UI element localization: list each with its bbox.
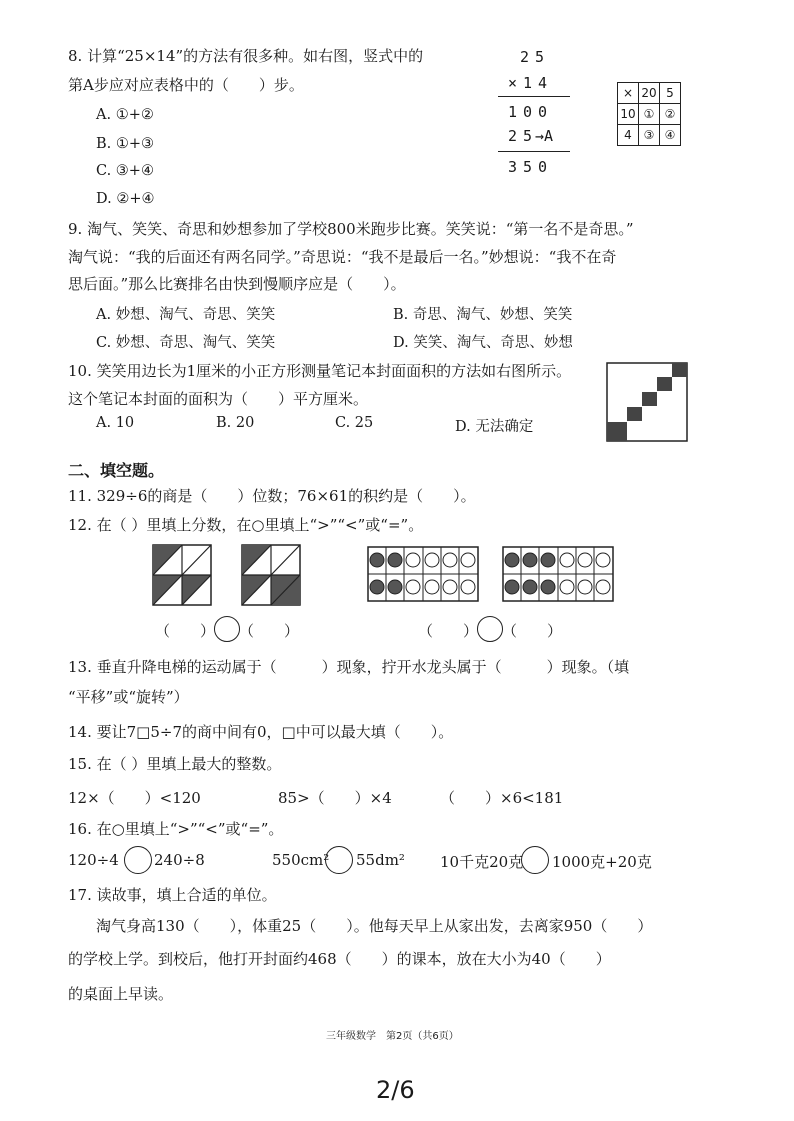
q16-a-right: 240÷8 [154, 851, 205, 869]
vertical-step-a-label: →A [535, 127, 554, 145]
q12-triangle-grid-2 [241, 544, 301, 606]
q12-blank-4[interactable]: （ ） [502, 622, 563, 640]
q15-expression-1: 12×（ ）<120 [68, 789, 201, 807]
table-cell: ④ [660, 125, 681, 146]
q12-blank-1[interactable]: （ ） [155, 622, 216, 640]
q9-option-a: A. 妙想、淘气、奇思、笑笑 [96, 307, 276, 323]
q10-staircase-figure [606, 362, 688, 442]
vertical-line-2 [498, 151, 570, 152]
q16-c-left: 10千克20克 [440, 853, 524, 871]
q16-b-right: 55dm² [356, 851, 405, 869]
vertical-row-partial-2: 25 [508, 127, 539, 145]
page-number: 2/6 [376, 1076, 415, 1104]
q12-blank-3[interactable]: （ ） [418, 622, 479, 640]
q12-circle-grid-1 [367, 546, 479, 602]
q16-b-left: 550cm² [272, 851, 330, 869]
table-cell: 10 [618, 104, 639, 125]
q8-multiplication-table [617, 82, 681, 146]
q10-option-b: B. 20 [216, 415, 255, 431]
q13-line1: 13. 垂直升降电梯的运动属于（ ）现象，拧开水龙头属于（ ）现象。（填 [68, 658, 630, 676]
q12-compare-circle-1[interactable] [214, 616, 240, 642]
q17-line3: 的桌面上早读。 [68, 985, 174, 1003]
table-cell: 4 [618, 125, 639, 146]
q16-c-right: 1000克+20克 [552, 853, 652, 871]
section-title: 二、填空题。 [68, 461, 165, 480]
q8-option-b: B. ①+③ [96, 136, 155, 152]
table-cell: 5 [660, 83, 681, 104]
q10-option-a: A. 10 [96, 415, 135, 431]
vertical-row-product: 350 [508, 158, 554, 176]
q12-blank-2[interactable]: （ ） [239, 622, 300, 640]
q17-title: 17. 读故事，填上合适的单位。 [68, 886, 277, 904]
table-cell: 20 [639, 83, 660, 104]
q8-line1: 8. 计算“25×14”的方法有很多种。如右图，竖式中的 [68, 47, 424, 65]
table-cell: ② [660, 104, 681, 125]
q12-text: 12. 在（ ）里填上分数，在○里填上“>”“<”或“=”。 [68, 516, 424, 534]
vertical-row-multiplier: ×14 [508, 74, 554, 92]
q8-option-d: D. ②+④ [96, 191, 155, 207]
q14-text: 14. 要让7□5÷7的商中间有0，□中可以最大填（ ）。 [68, 723, 454, 741]
q17-line1: 淘气身高130（ ），体重25（ ）。他每天早上从家出发，去离家950（ ） [96, 917, 653, 935]
q10-option-d: D. 无法确定 [455, 419, 534, 435]
q9-line1: 9. 淘气、笑笑、奇思和妙想参加了学校800米跑步比赛。笑笑说：“第一名不是奇思。” [68, 220, 634, 238]
table-cell: × [618, 83, 639, 104]
q12-compare-circle-2[interactable] [477, 616, 503, 642]
q16-compare-circle-c[interactable] [521, 846, 549, 874]
vertical-row-multiplicand: 25 [520, 48, 551, 66]
page-footer: 三年级数学 第2页（共6页） [326, 1031, 459, 1042]
q12-triangle-grid-1 [152, 544, 212, 606]
q9-option-b: B. 奇思、淘气、妙想、笑笑 [393, 307, 573, 323]
q12-circle-grid-2 [502, 546, 614, 602]
q10-option-c: C. 25 [335, 415, 374, 431]
q9-line3: 思后面。”那么比赛排名由快到慢顺序应是（ ）。 [68, 275, 406, 293]
q16-compare-circle-b[interactable] [325, 846, 353, 874]
table-cell: ③ [639, 125, 660, 146]
q16-a-left: 120÷4 [68, 851, 119, 869]
q9-option-c: C. 妙想、奇思、淘气、笑笑 [96, 335, 276, 351]
q9-line2: 淘气说：“我的后面还有两名同学。”奇思说：“我不是最后一名。”妙想说：“我不在奇 [68, 248, 617, 266]
vertical-line-1 [498, 96, 570, 97]
q13-line2: “平移”或“旋转”） [68, 688, 189, 706]
q10-line2: 这个笔记本封面的面积为（ ）平方厘米。 [68, 390, 369, 408]
q11-text: 11. 329÷6的商是（ ）位数；76×61的积约是（ ）。 [68, 487, 476, 505]
q8-line2: 第A步应对应表格中的（ ）步。 [68, 76, 304, 94]
q9-option-d: D. 笑笑、淘气、奇思、妙想 [393, 335, 573, 351]
q17-line2: 的学校上学。到校后，他打开封面约468（ ）的课本，放在大小为40（ ） [68, 950, 611, 968]
q10-line1: 10. 笑笑用边长为1厘米的小正方形测量笔记本封面面积的方法如右图所示。 [68, 362, 572, 380]
q15-text: 15. 在（ ）里填上最大的整数。 [68, 755, 282, 773]
q15-expression-3: （ ）×6<181 [440, 789, 564, 807]
vertical-row-partial-1: 100 [508, 103, 554, 121]
table-cell: ① [639, 104, 660, 125]
q16-text: 16. 在○里填上“>”“<”或“=”。 [68, 820, 284, 838]
q8-option-c: C. ③+④ [96, 163, 154, 179]
q15-expression-2: 85>（ ）×4 [278, 789, 392, 807]
q8-option-a: A. ①+② [96, 107, 154, 123]
q16-compare-circle-a[interactable] [124, 846, 152, 874]
